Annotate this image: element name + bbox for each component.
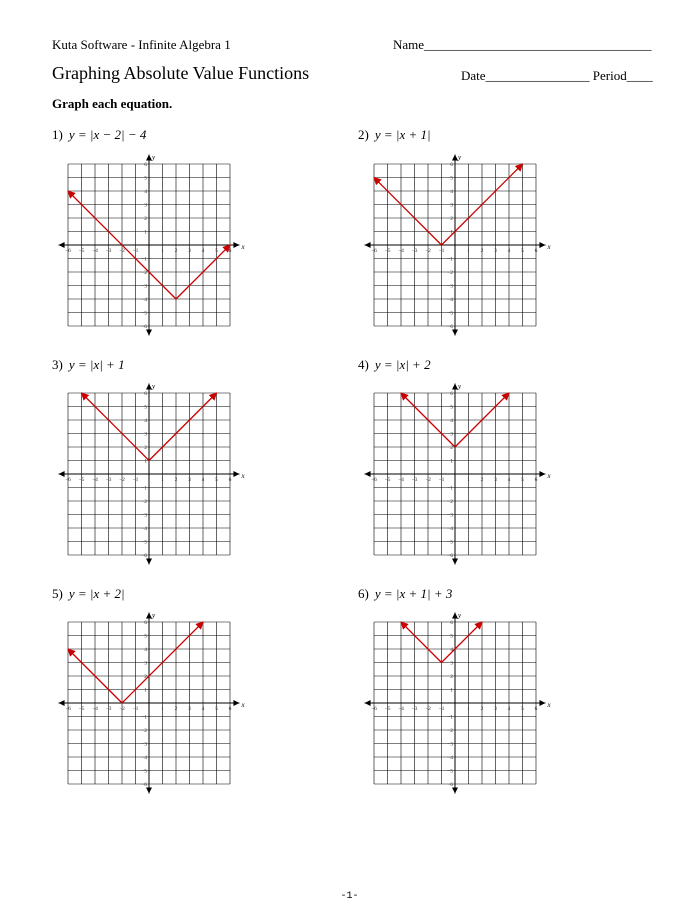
x-axis-arrow-right: [539, 471, 545, 477]
x-tick-label: 4: [201, 477, 205, 483]
y-tick-label: 3: [450, 202, 453, 209]
y-tick-label: −2: [447, 499, 453, 505]
y-tick-label: 3: [450, 431, 453, 438]
y-tick-label: −5: [141, 310, 147, 317]
y-tick-label: −6: [447, 782, 453, 788]
y-tick-label: 1: [450, 687, 453, 694]
y-tick-label: 2: [450, 216, 453, 222]
x-tick-label: −3: [105, 706, 112, 712]
graph-left-ray: [374, 178, 442, 246]
y-tick-label: 5: [450, 633, 453, 640]
x-tick-label: −5: [384, 477, 391, 483]
x-tick-label: 1: [161, 706, 164, 712]
x-tick-label: 4: [507, 248, 511, 254]
problem-equation: y = |x + 1|: [374, 127, 431, 142]
x-tick-label: −4: [92, 477, 98, 483]
x-tick-label: −3: [411, 248, 418, 254]
x-tick-label: 3: [494, 248, 497, 254]
y-tick-label: 4: [144, 647, 147, 653]
x-tick-label: −4: [398, 706, 404, 712]
y-tick-label: −3: [447, 741, 453, 748]
coordinate-graph: [57, 608, 247, 798]
y-axis-arrow-down: [452, 558, 458, 564]
software-name: Kuta Software - Infinite Algebra 1: [52, 37, 231, 52]
y-tick-label: −2: [141, 499, 147, 505]
y-tick-label: 6: [450, 391, 453, 397]
x-axis-arrow-left: [59, 700, 65, 706]
y-tick-label: 1: [450, 229, 453, 236]
y-tick-label: −4: [447, 755, 453, 761]
y-tick-label: −4: [447, 297, 453, 303]
y-tick-label: −1: [141, 485, 147, 492]
y-tick-label: −4: [141, 526, 147, 532]
y-tick-label: 2: [144, 445, 147, 451]
x-tick-label: 5: [521, 248, 524, 254]
y-tick-label: −4: [447, 526, 453, 532]
x-tick-label: 4: [507, 706, 511, 712]
x-tick-label: 3: [188, 248, 191, 254]
x-tick-label: 2: [480, 477, 484, 483]
y-tick-label: 6: [450, 162, 453, 168]
x-tick-label: 5: [215, 248, 218, 254]
x-tick-label: −4: [92, 248, 98, 254]
y-tick-label: 3: [144, 431, 147, 438]
x-tick-label: −4: [398, 248, 404, 254]
problem-number: 6): [358, 586, 369, 601]
x-axis-arrow-left: [59, 471, 65, 477]
y-tick-label: 4: [144, 189, 147, 195]
x-tick-label: −1: [438, 477, 445, 483]
y-tick-label: −2: [141, 270, 147, 276]
y-tick-label: 2: [144, 216, 147, 222]
y-axis-arrow-down: [146, 787, 152, 793]
x-tick-label: −5: [384, 248, 391, 254]
x-tick-label: −6: [65, 706, 71, 712]
x-tick-label: −5: [78, 477, 85, 483]
x-tick-label: 2: [174, 477, 178, 483]
x-axis-label: x: [547, 243, 551, 251]
y-axis-arrow-down: [146, 329, 152, 335]
y-tick-label: −5: [447, 310, 453, 317]
problem-label: [52, 357, 125, 373]
x-axis-label: x: [547, 472, 551, 480]
problem-equation: y = |x − 2| − 4: [68, 127, 147, 142]
x-tick-label: −3: [105, 477, 112, 483]
x-tick-label: −1: [438, 248, 445, 254]
y-tick-label: 5: [144, 633, 147, 640]
y-tick-label: 5: [450, 175, 453, 182]
x-tick-label: 1: [467, 477, 470, 483]
x-tick-label: 2: [174, 248, 178, 254]
y-tick-label: −1: [447, 485, 453, 492]
name-field: Name___________________________________: [393, 37, 652, 52]
y-tick-label: 6: [450, 620, 453, 626]
x-tick-label: 1: [161, 477, 164, 483]
x-tick-label: 3: [188, 477, 191, 483]
y-tick-label: −4: [141, 297, 147, 303]
y-axis-label: y: [458, 611, 462, 620]
y-tick-label: −5: [141, 768, 147, 775]
x-tick-label: −6: [65, 477, 71, 483]
graph-left-ray: [82, 393, 150, 461]
y-tick-label: −1: [447, 714, 453, 721]
problem-label: [52, 127, 146, 143]
y-tick-label: 3: [144, 202, 147, 209]
y-axis-arrow-down: [452, 329, 458, 335]
y-tick-label: 4: [450, 418, 453, 424]
x-axis-label: x: [241, 243, 245, 251]
x-tick-label: −5: [78, 706, 85, 712]
y-tick-label: 5: [144, 175, 147, 182]
x-tick-label: 5: [215, 706, 218, 712]
x-tick-label: 6: [534, 706, 538, 712]
x-axis-arrow-left: [365, 242, 371, 248]
x-tick-label: −6: [371, 477, 377, 483]
coordinate-graph: [57, 379, 247, 569]
y-tick-label: −3: [447, 283, 453, 290]
x-tick-label: 5: [215, 477, 218, 483]
y-tick-label: 2: [450, 445, 453, 451]
instructions: Graph each equation.: [52, 96, 173, 111]
y-tick-label: −1: [447, 256, 453, 263]
x-tick-label: 6: [228, 248, 232, 254]
y-tick-label: 4: [450, 189, 453, 195]
x-tick-label: 2: [174, 706, 178, 712]
y-tick-label: −3: [141, 283, 147, 290]
problem-label: [358, 586, 452, 602]
y-axis-arrow-down: [146, 558, 152, 564]
y-tick-label: 1: [450, 458, 453, 465]
x-tick-label: −2: [425, 477, 431, 483]
y-axis-arrow-down: [452, 787, 458, 793]
y-tick-label: 6: [144, 391, 147, 397]
y-tick-label: −1: [141, 256, 147, 263]
problem-equation: y = |x + 1| + 3: [374, 586, 453, 601]
y-tick-label: 1: [144, 687, 147, 694]
y-tick-label: −6: [447, 324, 453, 330]
y-tick-label: 2: [144, 674, 147, 680]
graph-right-ray: [149, 393, 217, 461]
coordinate-graph: [57, 150, 247, 340]
x-tick-label: 1: [467, 248, 470, 254]
x-tick-label: 6: [534, 477, 538, 483]
page-number: -1-: [340, 891, 359, 902]
graph-left-ray: [401, 622, 442, 663]
x-tick-label: 3: [494, 706, 497, 712]
problem-equation: y = |x + 2|: [68, 586, 125, 601]
y-tick-label: −6: [447, 553, 453, 559]
y-tick-label: 3: [450, 660, 453, 667]
problem-number: 5): [52, 586, 63, 601]
x-tick-label: −2: [425, 706, 431, 712]
y-tick-label: 4: [450, 647, 453, 653]
x-tick-label: −1: [132, 706, 139, 712]
x-axis-label: x: [547, 701, 551, 709]
y-tick-label: −3: [141, 741, 147, 748]
y-axis-label: y: [458, 153, 462, 162]
x-tick-label: −1: [132, 248, 139, 254]
x-axis-arrow-left: [365, 471, 371, 477]
x-tick-label: −5: [78, 248, 85, 254]
y-tick-label: 2: [450, 674, 453, 680]
y-tick-label: 4: [144, 418, 147, 424]
x-tick-label: −6: [65, 248, 71, 254]
x-tick-label: 4: [201, 706, 205, 712]
y-tick-label: −2: [447, 728, 453, 734]
date-period-field: Date________________ Period____: [461, 68, 653, 83]
y-tick-label: −5: [447, 768, 453, 775]
graph-right-ray: [442, 622, 483, 663]
x-tick-label: 1: [161, 248, 164, 254]
problem-label: [358, 357, 431, 373]
x-tick-label: 5: [521, 706, 524, 712]
x-axis-arrow-left: [59, 242, 65, 248]
coordinate-graph: [363, 608, 553, 798]
x-axis-arrow-right: [233, 700, 239, 706]
x-axis-arrow-right: [233, 471, 239, 477]
x-tick-label: 6: [534, 248, 538, 254]
x-tick-label: −4: [92, 706, 98, 712]
x-tick-label: −6: [371, 706, 377, 712]
y-tick-label: −6: [141, 553, 147, 559]
y-tick-label: 5: [144, 404, 147, 411]
x-tick-label: 2: [480, 706, 484, 712]
x-tick-label: −3: [105, 248, 112, 254]
x-tick-label: 3: [494, 477, 497, 483]
y-tick-label: 5: [450, 404, 453, 411]
x-tick-label: −5: [384, 706, 391, 712]
y-axis-label: y: [458, 382, 462, 391]
y-tick-label: −2: [447, 270, 453, 276]
x-tick-label: 5: [521, 477, 524, 483]
problem-number: 1): [52, 127, 63, 142]
y-tick-label: 6: [144, 162, 147, 168]
x-tick-label: 1: [467, 706, 470, 712]
y-tick-label: 1: [144, 229, 147, 236]
y-tick-label: 3: [144, 660, 147, 667]
x-tick-label: −6: [371, 248, 377, 254]
y-tick-label: −3: [141, 512, 147, 519]
x-tick-label: −1: [438, 706, 445, 712]
x-tick-label: 4: [201, 248, 205, 254]
x-tick-label: −2: [119, 706, 125, 712]
x-tick-label: −4: [398, 477, 404, 483]
x-axis-arrow-right: [539, 700, 545, 706]
x-tick-label: −3: [411, 706, 418, 712]
x-axis-arrow-left: [365, 700, 371, 706]
coordinate-graph: [363, 379, 553, 569]
x-tick-label: 6: [228, 477, 232, 483]
y-tick-label: −5: [447, 539, 453, 546]
problem-number: 3): [52, 357, 63, 372]
x-tick-label: −1: [132, 477, 139, 483]
x-tick-label: 2: [480, 248, 484, 254]
problem-equation: y = |x| + 2: [374, 357, 431, 372]
problem-number: 4): [358, 357, 369, 372]
x-tick-label: −2: [425, 248, 431, 254]
y-axis-label: y: [152, 611, 156, 620]
y-tick-label: −2: [141, 728, 147, 734]
x-tick-label: −2: [119, 477, 125, 483]
x-tick-label: −2: [119, 248, 125, 254]
x-tick-label: −3: [411, 477, 418, 483]
y-axis-label: y: [152, 382, 156, 391]
x-tick-label: 4: [507, 477, 511, 483]
worksheet-title: Graphing Absolute Value Functions: [52, 63, 310, 83]
coordinate-graph: [363, 150, 553, 340]
x-axis-label: x: [241, 472, 245, 480]
problem-equation: y = |x| + 1: [68, 357, 125, 372]
y-tick-label: −4: [141, 755, 147, 761]
y-tick-label: 1: [144, 458, 147, 465]
y-tick-label: −5: [141, 539, 147, 546]
problem-label: [358, 127, 431, 143]
x-tick-label: 3: [188, 706, 191, 712]
y-tick-label: −6: [141, 782, 147, 788]
y-tick-label: −6: [141, 324, 147, 330]
y-axis-label: y: [152, 153, 156, 162]
y-tick-label: −3: [447, 512, 453, 519]
x-axis-label: x: [241, 701, 245, 709]
y-tick-label: 6: [144, 620, 147, 626]
x-tick-label: 6: [228, 706, 232, 712]
x-axis-arrow-right: [233, 242, 239, 248]
problem-label: [52, 586, 125, 602]
x-axis-arrow-right: [539, 242, 545, 248]
problem-number: 2): [358, 127, 369, 142]
y-tick-label: −1: [141, 714, 147, 721]
